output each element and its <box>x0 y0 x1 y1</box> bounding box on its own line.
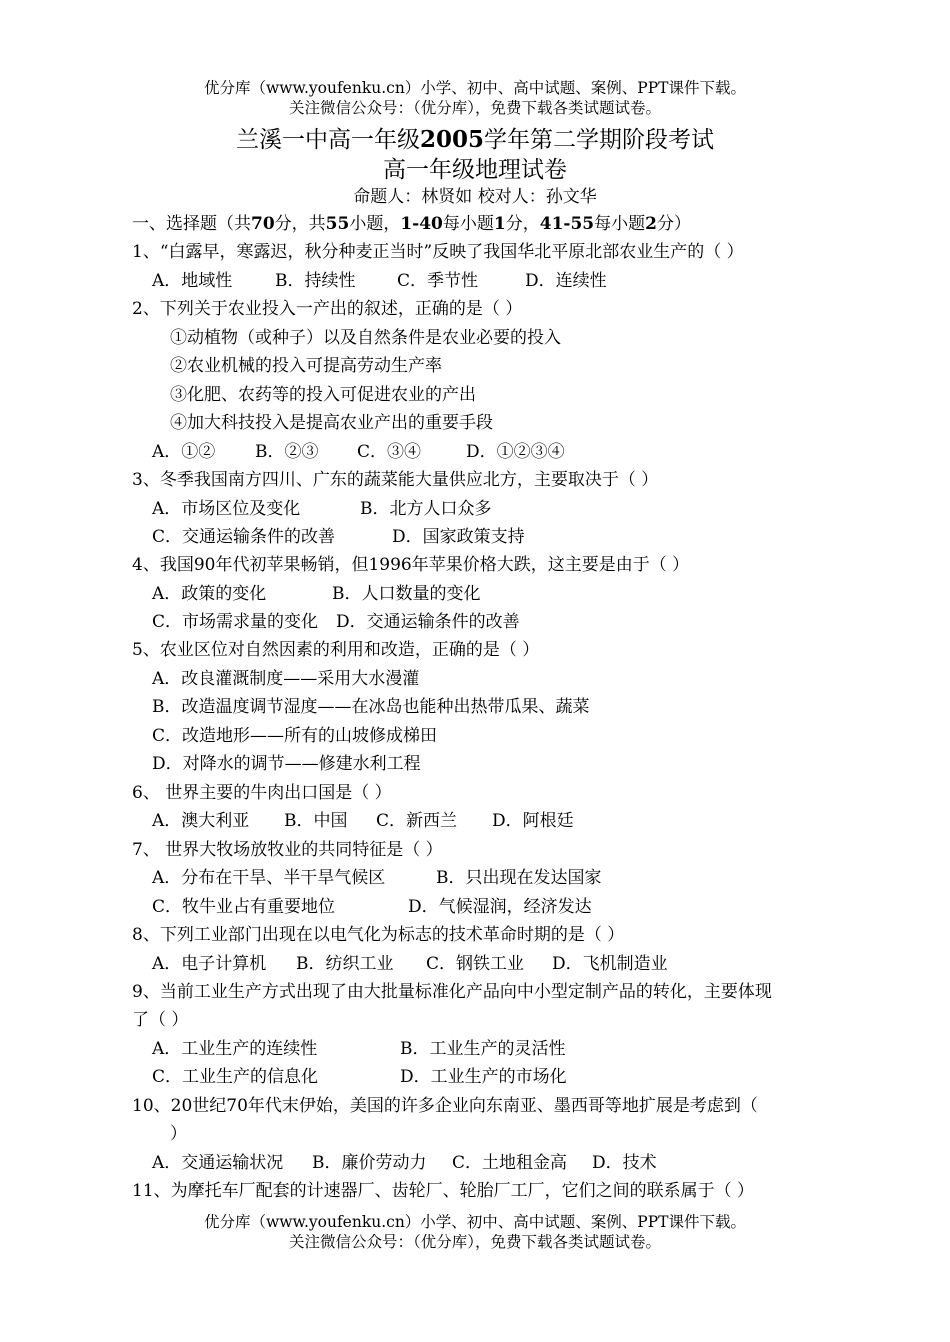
q1-option-b: B．持续性 <box>275 271 356 291</box>
q10-option-d: D．技术 <box>592 1153 657 1173</box>
q3-option-a: A．市场区位及变化 <box>152 499 301 519</box>
section-num-1: 70 <box>251 214 275 234</box>
section-num-3: 1-40 <box>400 214 443 234</box>
q10-option-c: C．土地租金高 <box>452 1153 568 1173</box>
q2-option-c: C．③④ <box>357 442 422 462</box>
section-text-2: 分，共 <box>274 214 326 234</box>
section-text-6: 每小题 <box>594 214 646 234</box>
q10-option-b: B．廉价劳动力 <box>312 1153 427 1173</box>
question-9-options-row-1 <box>152 1038 566 1060</box>
q4-option-d: D．交通运输条件的改善 <box>336 612 520 632</box>
question-3-options-row-1 <box>152 498 492 520</box>
q4-option-b: B．人口数量的变化 <box>332 584 481 604</box>
q2-statement-3: ③化肥、农药等的投入可促进农业的产出 <box>170 385 476 405</box>
q5-option-b: B．改造温度调节湿度——在冰岛也能种出热带瓜果、蔬菜 <box>152 697 590 717</box>
q6-option-c: C．新西兰 <box>376 811 458 831</box>
question-8: 8、下列工业部门出现在以电气化为标志的技术革命时期的是（ ） <box>132 925 625 945</box>
q2-option-a: A．①② <box>152 442 216 462</box>
q3-option-c: C．交通运输条件的改善 <box>152 527 336 547</box>
question-7: 7、 世界大牧场放牧业的共同特征是（ ） <box>132 840 443 860</box>
question-3-options-row-2 <box>152 526 525 548</box>
q2-option-b: B．②③ <box>255 442 319 462</box>
q3-option-b: B．北方人口众多 <box>360 499 492 519</box>
q1-option-d: D．连续性 <box>525 271 607 291</box>
question-7-options-row-1 <box>152 867 602 889</box>
q6-option-d: D．阿根廷 <box>492 811 574 831</box>
q7-option-b: B．只出现在发达国家 <box>436 868 602 888</box>
question-4-options-row-2 <box>152 611 520 633</box>
section-text-7: 分） <box>656 214 691 234</box>
q1-option-c: C．季节性 <box>397 271 479 291</box>
question-1-options <box>152 270 607 292</box>
section-num-4: 1 <box>493 214 506 234</box>
title-year: 2005 <box>419 126 484 153</box>
q3-option-d: D．国家政策支持 <box>392 527 525 547</box>
question-11: 11、为摩托车厂配套的计速器厂、齿轮厂、轮胎厂工厂，它们之间的联系属于（ ） <box>132 1181 755 1201</box>
q9-option-d: D．工业生产的市场化 <box>400 1067 567 1087</box>
q4-option-a: A．政策的变化 <box>152 584 267 604</box>
section-text-3: 小题， <box>349 214 401 234</box>
q10-option-a: A．交通运输状况 <box>152 1153 284 1173</box>
section-num-5: 41-55 <box>539 214 595 234</box>
question-4-options-row-1 <box>152 583 481 605</box>
question-7-options-row-2 <box>152 896 592 918</box>
question-10: 10、20世纪70年代末伊始，美国的许多企业向东南亚、墨西哥等地扩展是考虑到（ <box>132 1096 758 1116</box>
q2-option-d: D．①②③④ <box>466 442 565 462</box>
question-4: 4、我国90年代初苹果畅销，但1996年苹果价格大跌，这主要是由于（ ） <box>132 555 690 575</box>
section-num-2: 55 <box>325 214 350 234</box>
question-2: 2、下列关于农业投入一产出的叙述，正确的是（ ） <box>132 299 523 319</box>
header-line-2: 关注微信公众号：（优分库），免费下载各类试题试卷。 <box>288 99 661 117</box>
q6-option-a: A．澳大利亚 <box>152 811 250 831</box>
section-text-4: 每小题 <box>442 214 494 234</box>
header-line-1: 优分库（www.youfenku.cn）小学、初中、高中试题、案例、PPT课件下载。 <box>203 79 747 97</box>
q9-option-a: A．工业生产的连续性 <box>152 1039 318 1059</box>
q2-statement-1: ①动植物（或种子）以及自然条件是农业必要的投入 <box>170 328 561 348</box>
question-6-options <box>152 810 574 832</box>
section-heading <box>132 213 691 235</box>
title-pre: 兰溪一中高一年级 <box>235 127 420 153</box>
q2-statement-4: ④加大科技投入是提高农业产出的重要手段 <box>170 413 493 433</box>
q8-option-b: B．纺织工业 <box>296 954 394 974</box>
q7-option-d: D．气候湿润，经济发达 <box>408 897 592 917</box>
q8-option-a: A．电子计算机 <box>152 954 267 974</box>
question-8-options <box>152 953 668 975</box>
q5-option-d: D．对降水的调节——修建水利工程 <box>152 754 421 774</box>
exam-subtitle: 高一年级地理试卷 <box>383 157 567 183</box>
exam-authors: 命题人：林贤如 校对人：孙文华 <box>353 187 597 207</box>
q8-option-d: D．飞机制造业 <box>552 954 668 974</box>
question-9-options-row-2 <box>152 1066 567 1088</box>
q9-option-b: B．工业生产的灵活性 <box>400 1039 566 1059</box>
question-9-cont: 了（ ） <box>132 1010 189 1030</box>
question-5: 5、农业区位对自然因素的利用和改造，正确的是（ ） <box>132 640 540 660</box>
q6-option-b: B．中国 <box>284 811 348 831</box>
footer-line-1: 优分库（www.youfenku.cn）小学、初中、高中试题、案例、PPT课件下载。 <box>203 1213 747 1231</box>
exam-title <box>0 125 950 155</box>
title-post: 学年第二学期阶段考试 <box>484 127 714 153</box>
q1-option-a: A．地域性 <box>152 271 233 291</box>
section-num-6: 2 <box>645 214 657 234</box>
question-2-options <box>152 441 565 463</box>
section-text-5: 分， <box>505 214 540 234</box>
question-1: 1、“白露早，寒露迟，秋分种麦正当时”反映了我国华北平原北部农业生产的（ ） <box>132 242 744 262</box>
q2-statement-2: ②农业机械的投入可提高劳动生产率 <box>170 356 442 376</box>
q8-option-c: C．钢铁工业 <box>426 954 525 974</box>
q7-option-a: A．分布在干旱、半干旱气候区 <box>152 868 386 888</box>
question-9: 9、当前工业生产方式出现了由大批量标准化产品向中小型定制产品的转化，主要体现 <box>132 982 772 1002</box>
q5-option-c: C．改造地形——所有的山坡修成梯田 <box>152 726 438 746</box>
footer-line-2: 关注微信公众号：（优分库），免费下载各类试题试卷。 <box>288 1233 661 1251</box>
section-text-1: 一、选择题（共 <box>132 214 251 234</box>
q7-option-c: C．牧牛业占有重要地位 <box>152 897 336 917</box>
question-3: 3、冬季我国南方四川、广东的蔬菜能大量供应北方，主要取决于（ ） <box>132 470 659 490</box>
q4-option-c: C．市场需求量的变化 <box>152 612 319 632</box>
q5-option-a: A．改良灌溉制度——采用大水漫灌 <box>152 669 420 689</box>
question-10-cont: ） <box>170 1124 187 1144</box>
q9-option-c: C．工业生产的信息化 <box>152 1067 319 1087</box>
question-6: 6、 世界主要的牛肉出口国是（ ） <box>132 783 392 803</box>
question-10-options <box>152 1152 657 1174</box>
